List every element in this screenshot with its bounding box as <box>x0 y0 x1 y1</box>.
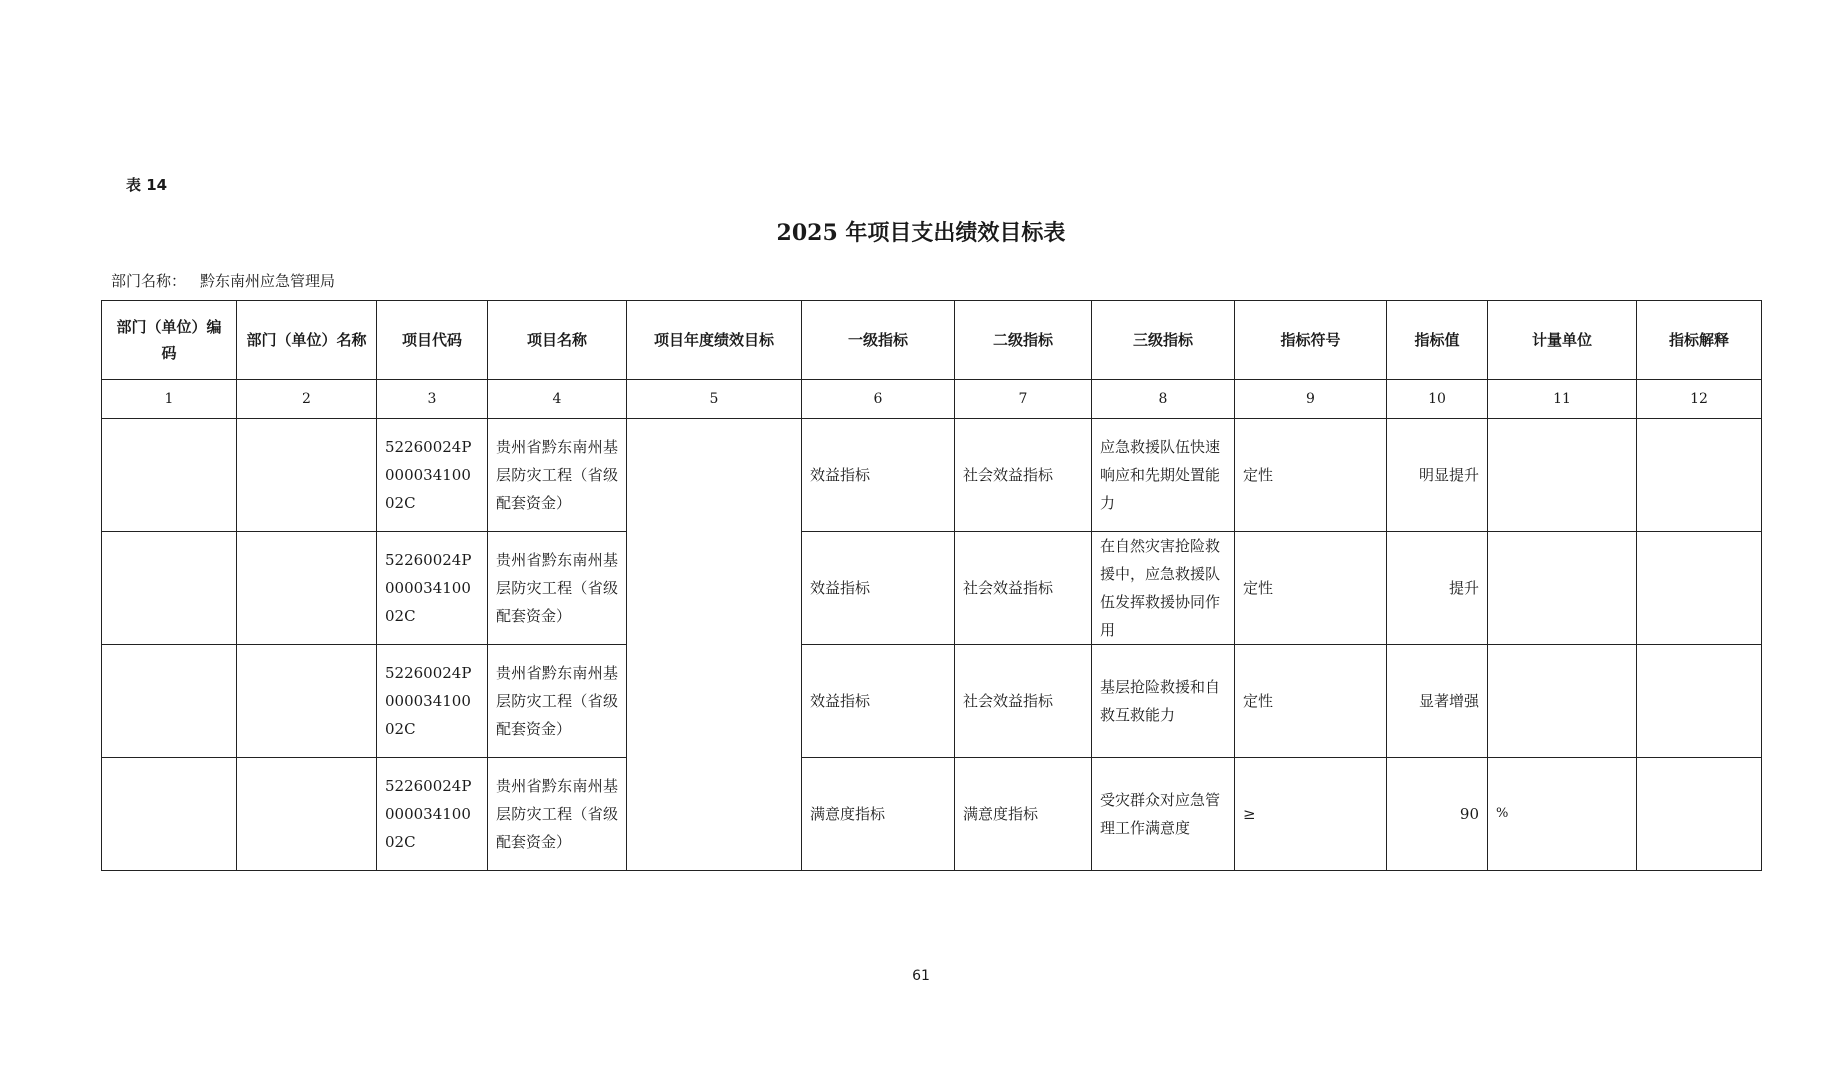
table-row <box>102 419 1762 532</box>
cell-dept-code <box>102 645 237 758</box>
table-row <box>102 645 1762 758</box>
table-row <box>102 758 1762 871</box>
header-project-name: 项目名称 <box>488 301 627 380</box>
cell-dept-name <box>237 419 377 532</box>
cell-dept-name <box>237 532 377 645</box>
department-label: 部门名称： <box>111 272 187 290</box>
header-level1: 一级指标 <box>802 301 955 380</box>
cell-value: 明显提升 <box>1387 419 1488 532</box>
column-number: 6 <box>802 380 955 419</box>
cell-dept-code <box>102 758 237 871</box>
table-row <box>102 532 1762 645</box>
cell-level3: 基层抢险救援和自救互救能力 <box>1092 645 1235 758</box>
table-label: 表 14 <box>126 176 168 194</box>
column-number: 3 <box>377 380 488 419</box>
header-value: 指标值 <box>1387 301 1488 380</box>
cell-level2: 社会效益指标 <box>955 419 1092 532</box>
header-level2: 二级指标 <box>955 301 1092 380</box>
cell-explanation <box>1637 419 1762 532</box>
cell-value: 90 <box>1387 758 1488 871</box>
cell-project-code: 52260024P00003410002C <box>377 758 488 871</box>
column-number: 4 <box>488 380 627 419</box>
header-unit: 计量单位 <box>1488 301 1637 380</box>
cell-dept-code <box>102 532 237 645</box>
cell-annual-goal <box>627 419 802 871</box>
column-number: 11 <box>1488 380 1637 419</box>
header-symbol: 指标符号 <box>1235 301 1387 380</box>
column-number: 12 <box>1637 380 1762 419</box>
cell-level1: 效益指标 <box>802 645 955 758</box>
cell-dept-name <box>237 645 377 758</box>
header-dept-name: 部门（单位）名称 <box>237 301 377 380</box>
cell-value: 提升 <box>1387 532 1488 645</box>
column-number: 8 <box>1092 380 1235 419</box>
column-number-row <box>102 380 1762 419</box>
column-number: 10 <box>1387 380 1488 419</box>
cell-value: 显著增强 <box>1387 645 1488 758</box>
cell-level2: 社会效益指标 <box>955 645 1092 758</box>
page-number: 61 <box>912 968 930 984</box>
cell-project-code: 52260024P00003410002C <box>377 419 488 532</box>
column-number: 1 <box>102 380 237 419</box>
cell-explanation <box>1637 758 1762 871</box>
column-number: 5 <box>627 380 802 419</box>
performance-table <box>101 300 1762 871</box>
cell-level2: 社会效益指标 <box>955 532 1092 645</box>
cell-project-code: 52260024P00003410002C <box>377 532 488 645</box>
cell-level3: 受灾群众对应急管理工作满意度 <box>1092 758 1235 871</box>
cell-symbol: 定性 <box>1235 419 1387 532</box>
cell-level3: 在自然灾害抢险救援中，应急救援队伍发挥救援协同作用 <box>1092 532 1235 645</box>
cell-dept-name <box>237 758 377 871</box>
header-project-code: 项目代码 <box>377 301 488 380</box>
cell-dept-code <box>102 419 237 532</box>
cell-level3: 应急救援队伍快速响应和先期处置能力 <box>1092 419 1235 532</box>
cell-symbol: 定性 <box>1235 645 1387 758</box>
cell-explanation <box>1637 645 1762 758</box>
cell-level1: 效益指标 <box>802 532 955 645</box>
cell-project-name: 贵州省黔东南州基层防灾工程（省级配套资金） <box>488 419 627 532</box>
cell-level1: 效益指标 <box>802 419 955 532</box>
cell-symbol: 定性 <box>1235 532 1387 645</box>
cell-unit <box>1488 419 1637 532</box>
column-number: 7 <box>955 380 1092 419</box>
cell-project-name: 贵州省黔东南州基层防灾工程（省级配套资金） <box>488 532 627 645</box>
page-title: 2025 年项目支出绩效目标表 <box>776 220 1066 246</box>
cell-project-name: 贵州省黔东南州基层防灾工程（省级配套资金） <box>488 758 627 871</box>
cell-level1: 满意度指标 <box>802 758 955 871</box>
cell-level2: 满意度指标 <box>955 758 1092 871</box>
cell-unit: % <box>1488 758 1637 871</box>
department-value: 黔东南州应急管理局 <box>200 272 336 290</box>
column-number: 2 <box>237 380 377 419</box>
column-number: 9 <box>1235 380 1387 419</box>
header-level3: 三级指标 <box>1092 301 1235 380</box>
cell-project-code: 52260024P00003410002C <box>377 645 488 758</box>
header-dept-code: 部门（单位）编码 <box>102 301 237 380</box>
cell-unit <box>1488 645 1637 758</box>
header-explanation: 指标解释 <box>1637 301 1762 380</box>
cell-explanation <box>1637 532 1762 645</box>
department-line <box>111 270 335 291</box>
header-annual-goal: 项目年度绩效目标 <box>627 301 802 380</box>
table-header-row <box>102 301 1762 380</box>
cell-symbol: ≥ <box>1235 758 1387 871</box>
cell-project-name: 贵州省黔东南州基层防灾工程（省级配套资金） <box>488 645 627 758</box>
cell-unit <box>1488 532 1637 645</box>
